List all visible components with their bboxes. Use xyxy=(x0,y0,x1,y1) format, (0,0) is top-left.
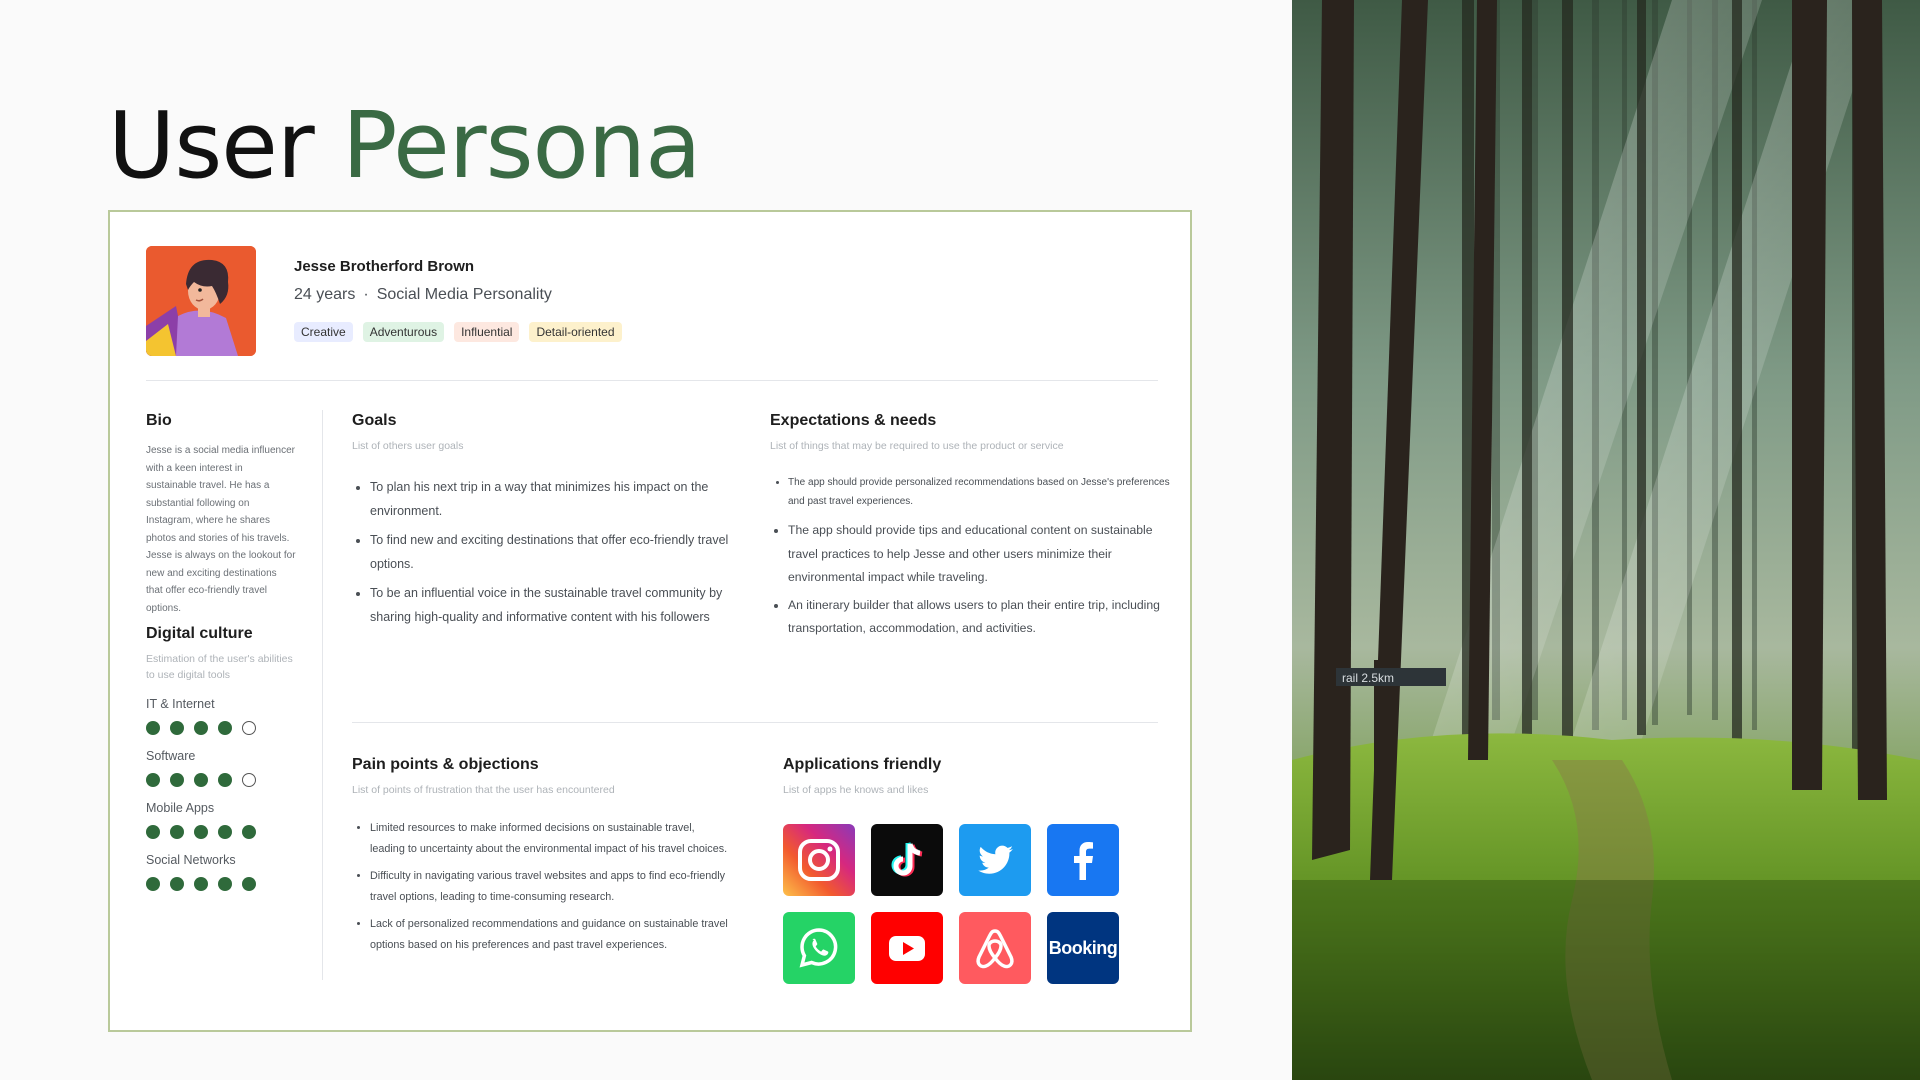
goals-section xyxy=(352,412,732,635)
tag-creative: Creative xyxy=(294,322,353,342)
skill-label: Social Networks xyxy=(146,853,236,867)
rating-dot-filled xyxy=(170,721,184,735)
expectations-subtitle: List of things that may be required to use the product or service xyxy=(770,440,1064,452)
rating-dot-filled xyxy=(218,721,232,735)
list-item: • An itinerary builder that allows users to plan their entire trip, including transportation, accommodation, and activities. xyxy=(788,594,1170,641)
skill-label: Mobile Apps xyxy=(146,801,215,815)
slide-title xyxy=(108,92,701,199)
list-item: • The app should provide personalized recommendations based on Jesse's preferences and past travel experiences. xyxy=(788,474,1170,511)
applications-section xyxy=(783,756,1163,984)
airbnb-icon xyxy=(959,912,1031,984)
persona-age-unit: years xyxy=(316,286,356,303)
persona-name: Jesse Brotherford Brown xyxy=(294,258,475,275)
instagram-icon xyxy=(783,824,855,896)
applications-heading: Applications friendly xyxy=(783,756,942,773)
rating-dot-filled xyxy=(194,877,208,891)
rating-dot-filled xyxy=(194,721,208,735)
pain-points-list xyxy=(352,818,732,956)
tag-adventurous: Adventurous xyxy=(363,322,444,342)
persona-tags xyxy=(294,322,622,342)
avatar xyxy=(146,246,256,356)
list-item: • To be an influential voice in the sustainable travel community by sharing high-quality and informative content with his followers xyxy=(370,582,732,629)
rating-dot-filled xyxy=(146,877,160,891)
rating-dot-empty xyxy=(242,773,256,787)
rating-dot-filled xyxy=(146,773,160,787)
list-item: • Difficulty in navigating various travel websites and apps to find eco-friendly travel options, leading to time-consuming research. xyxy=(370,866,732,908)
booking-icon xyxy=(1047,912,1119,984)
facebook-icon xyxy=(1047,824,1119,896)
skill-rating xyxy=(146,721,296,735)
divider xyxy=(352,722,1158,723)
tag-influential: Influential xyxy=(454,322,519,342)
rating-dot-filled xyxy=(146,825,160,839)
list-item: • To find new and exciting destinations that offer eco-friendly travel options. xyxy=(370,529,732,576)
digital-culture-heading: Digital culture xyxy=(146,625,253,642)
persona-age: 24 xyxy=(294,286,312,303)
tag-detail-oriented: Detail-oriented xyxy=(529,322,621,342)
persona-card xyxy=(108,210,1192,1032)
rating-dot-filled xyxy=(218,825,232,839)
rating-dot-filled xyxy=(242,877,256,891)
booking-label: Booking xyxy=(1048,937,1118,958)
list-item: • The app should provide tips and educational content on sustainable travel practices to help Jesse and other users minimize their environmental impact while traveling. xyxy=(788,519,1170,590)
pain-points-section xyxy=(352,756,732,962)
tiktok-icon xyxy=(871,824,943,896)
rating-dot-filled xyxy=(218,773,232,787)
expectations-list xyxy=(770,474,1170,641)
forest-photo xyxy=(1292,0,1920,1080)
applications-subtitle: List of apps he knows and likes xyxy=(783,784,929,796)
goals-list xyxy=(352,476,732,629)
person-illustration-icon xyxy=(146,246,256,356)
rating-dot-filled xyxy=(194,825,208,839)
list-item: • To plan his next trip in a way that minimizes his impact on the environment. xyxy=(370,476,732,523)
skill-social-networks xyxy=(146,853,296,891)
youtube-icon xyxy=(871,912,943,984)
rating-dot-filled xyxy=(218,877,232,891)
skill-software xyxy=(146,749,296,787)
column-divider xyxy=(322,410,323,980)
list-item: • Limited resources to make informed decisions on sustainable travel, leading to uncertainty about the environmental impact of his travel choices. xyxy=(370,818,732,860)
skill-mobile-apps xyxy=(146,801,296,839)
rating-dot-filled xyxy=(242,825,256,839)
pain-points-heading: Pain points & objections xyxy=(352,756,539,773)
rating-dot-filled xyxy=(170,877,184,891)
divider xyxy=(146,380,1158,381)
rating-dot-filled xyxy=(194,773,208,787)
rating-dot-filled xyxy=(170,825,184,839)
skill-rating xyxy=(146,825,296,839)
whatsapp-icon xyxy=(783,912,855,984)
skill-label: IT & Internet xyxy=(146,697,215,711)
rating-dot-filled xyxy=(146,721,160,735)
bio-text: Jesse is a social media influencer with a keen interest in sustainable travel. He has a substantial following on Instagram, where he shares photos and stories of his travels. Jesse is always on the lookout for new and exciting destinations that offer eco-friendly travel options. xyxy=(146,445,296,614)
persona-role: Social Media Personality xyxy=(376,286,552,303)
skill-rating xyxy=(146,877,296,891)
forest-image xyxy=(1292,0,1920,1080)
skill-rating xyxy=(146,773,296,787)
app-grid xyxy=(783,824,1163,984)
rating-dot-empty xyxy=(242,721,256,735)
trail-sign-text: rail 2.5km xyxy=(1342,671,1395,685)
list-item: • Lack of personalized recommendations and guidance on sustainable travel options based on his preferences and past travel experiences. xyxy=(370,914,732,956)
bio-heading: Bio xyxy=(146,412,172,429)
digital-culture-subtitle: Estimation of the user's abilities to use digital tools xyxy=(146,653,293,681)
goals-subtitle: List of others user goals xyxy=(352,440,464,452)
skill-label: Software xyxy=(146,749,196,763)
title-word-persona: Persona xyxy=(341,92,701,199)
rating-dot-filled xyxy=(170,773,184,787)
skill-it-internet xyxy=(146,697,296,735)
expectations-heading: Expectations & needs xyxy=(770,412,937,429)
twitter-icon xyxy=(959,824,1031,896)
persona-meta xyxy=(294,286,552,304)
goals-heading: Goals xyxy=(352,412,397,429)
expectations-section xyxy=(770,412,1170,645)
title-word-user: User xyxy=(108,92,314,199)
pain-points-subtitle: List of points of frustration that the user has encountered xyxy=(352,784,615,796)
meta-separator: · xyxy=(363,286,369,303)
left-column xyxy=(146,412,296,891)
